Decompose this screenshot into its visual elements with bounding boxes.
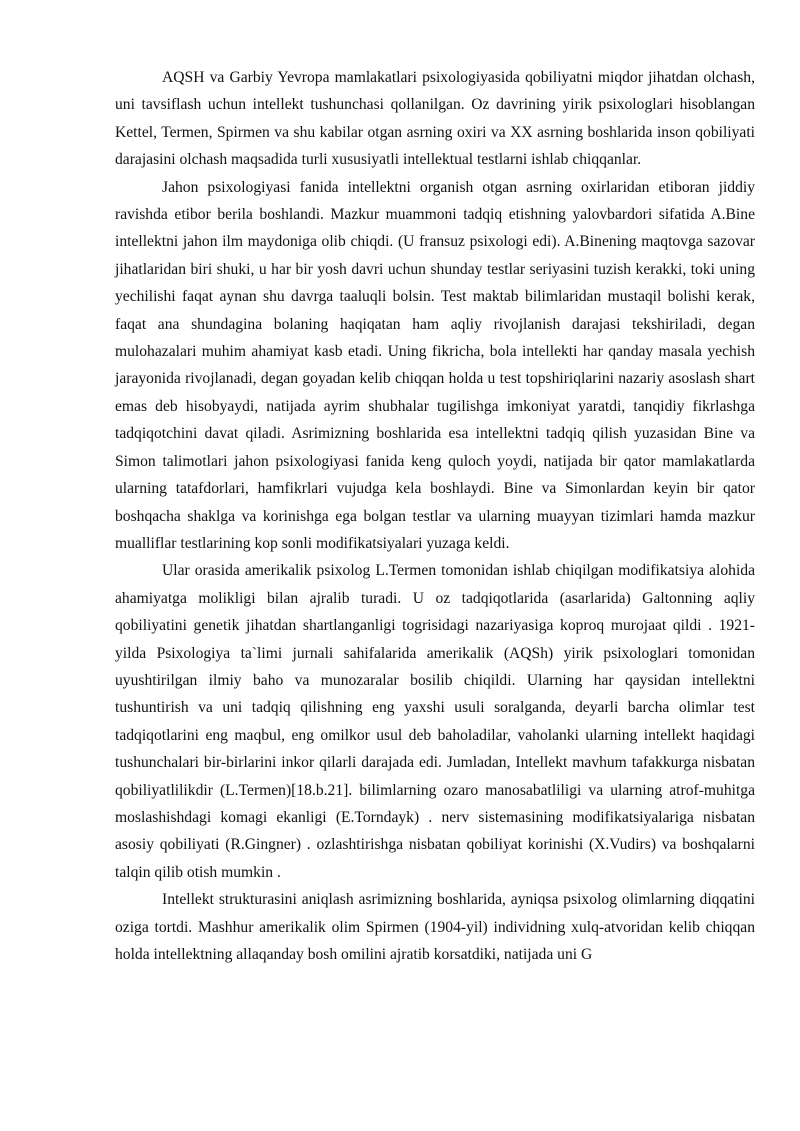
document-page — [115, 64, 755, 968]
paragraph-2: Jahon psixologiyasi fanida intellektni organish otgan asrning oxirlaridan etiboran jiddiy ravishda etibor berila boshlandi. Mazkur muammoni tadqiq etishning yalovbardori sifatida A.Bine intellektni jahon ilm maydoniga olib chiqdi. (U fransuz psixologi edi). A.Binening maqtovga sazovar jihatlaridan biri shuki, u har bir yosh davri uchun shunday testlar seriyasini tuzish kerakki, toki uning yechilishi faqat aynan shu davrga taaluqli bolsin. Test maktab bilimlaridan mustaqil bolishi kerak, faqat ana shundagina bolaning haqiqatan ham aqliy rivojlanish darajasi tekshiriladi, degan mulohazalari muhim ahamiyat kasb etadi. Uning fikricha, bola intellekti har qanday masala yechish jarayonida rivojlanadi, degan goyadan kelib chiqqan holda u test topshiriqlarini nazariy asoslash shart emas deb hisobyaydi, natijada ayrim shubhalar tugilishga imkoniyat yaratdi, tanqidiy fikrlashga tadqiqotchini davat qiladi. Asrimizning boshlarida esa intellektni tadqiq qilish yuzasidan Bine va Simon talimotlari jahon psixologiyasi fanida keng quloch yoydi, natijada bir qator mamlakatlarda ularning tatafdorlari, hamfikrlari vujudga kela boshlaydi. Bine va Simonlardan keyin bir qator boshqacha shaklga va korinishga ega bolgan testlar va ularning muayyan tizimlari hamda mazkur mualliflar testlarining kop sonli modifikatsiyalari yuzaga keldi. — [115, 178, 755, 552]
paragraph-3: Ular orasida amerikalik psixolog L.Termen tomonidan ishlab chiqilgan modifikatsiya alohida ahamiyatga molikligi bilan ajralib turadi. U oz tadqiqotlarida (asarlarida) Galtonning aqliy qobiliyatini genetik jihatdan shartlanganligi togrisidagi nazariyasiga koproq murojaat qildi . 1921-yilda Psixologiya ta`limi jurnali sahifalarida amerikalik (AQSh) yirik psixologlari tomonidan uyushtirilgan ilmiy baho va munozaralar bosilib chiqildi. Ularning har qaysidan intellektni tushuntirish va uni tadqiq qilishning eng yaxshi usuli soralganda, deyarli barcha olimlar test tadqiqotlarini eng maqbul, eng omilkor usul deb baholadilar, vaholanki ularning intellekt haqidagi tushunchalari bir-birlarini inkor qilarli darajada edi. Jumladan, Intellekt mavhum tafakkurga nisbatan qobiliyatlilikdir (L.Termen)[18.b.21]. bilimlarning ozaro manosabatliligi va ularning atrof-muhitga moslashishdagi komagi ekanligi (E.Torndayk) . nerv sistemasining modifikatsiyalariga nisbatan asosiy qobiliyati (R.Gingner) . ozlashtirishga nisbatan qobiliyat korinishi (X.Vudirs) va boshqalarni talqin qilib otish mumkin . — [115, 562, 755, 881]
paragraph-4: Intellekt strukturasini aniqlash asrimizning boshlarida, ayniqsa psixolog olimlarning diqqatini oziga tortdi. Mashhur amerikalik olim Spirmen (1904-yil) individning xulq-atvoridan kelib chiqqan holda intellektning allaqanday bosh omilini ajratib korsatdiki, natijada uni G — [115, 891, 755, 963]
paragraph-1: AQSH va Garbiy Yevropa mamlakatlari psixologiyasida qobiliyatni miqdor jihatdan olchash, uni tavsiflash uchun intellekt tushunchasi qollanilgan. Oz davrining yirik psixologlari hisoblangan Kettel, Termen, Spirmen va shu kabilar otgan asrning oxiri va XX asrning boshlarida inson qobiliyati darajasini olchash maqsadida turli xususiyatli intellektual testlarni ishlab chiqqanlar. — [115, 69, 755, 169]
